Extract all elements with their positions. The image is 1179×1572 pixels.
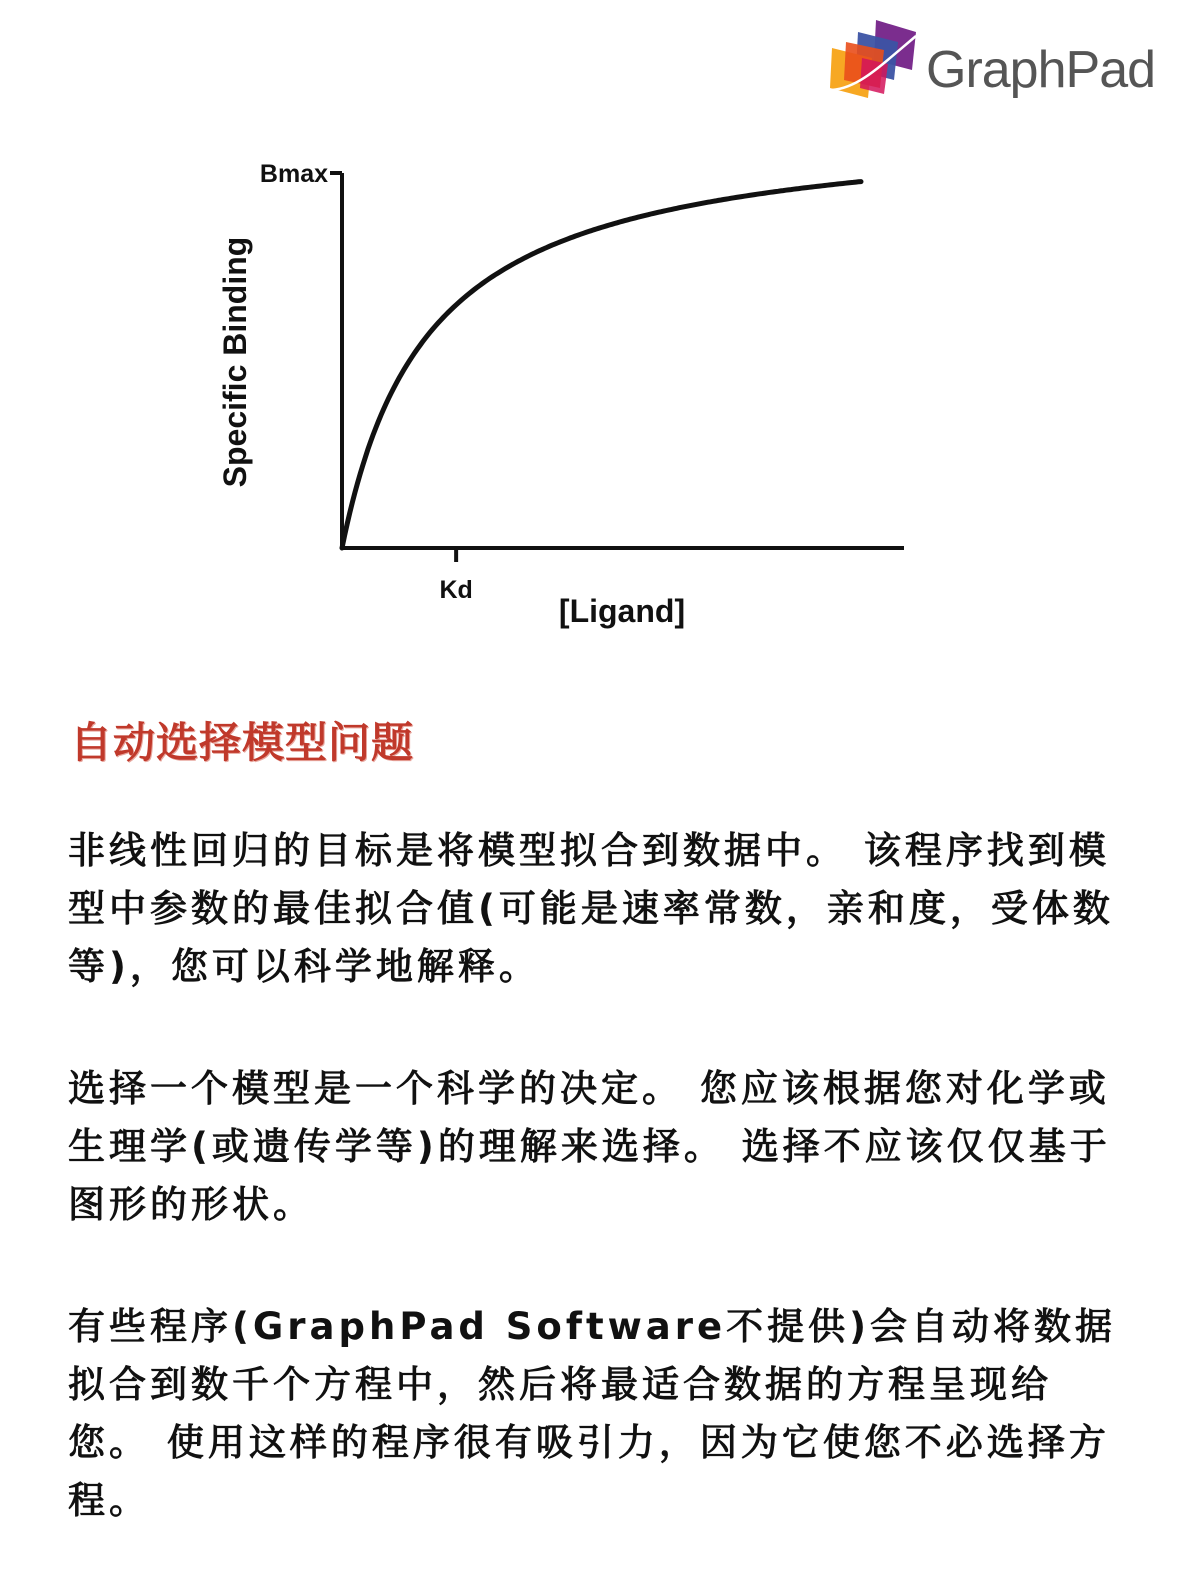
chart-axes: [330, 173, 904, 562]
x-axis-label: [Ligand]: [558, 593, 686, 629]
y-axis-label: Specific Binding: [217, 236, 253, 488]
binding-curve-chart: [0, 140, 1179, 660]
paragraph-3: 有些程序(GraphPad Software不提供)会自动将数据拟合到数千个方程中，然后将最适合数据的方程呈现给您。 使用这样的程序很有吸引力，因为它使您不必选择方程。: [68, 1305, 1117, 1522]
x-tick-label-kd: Kd: [439, 576, 473, 604]
graphpad-logo-mark-icon: [828, 18, 920, 110]
section-title: 自动选择模型问题: [70, 718, 415, 767]
graphpad-logo: [828, 18, 1168, 110]
paragraph-2: 选择一个模型是一个科学的决定。 您应该根据您对化学或生理学(或遗传学等)的理解来选择。 选择不应该仅仅基于图形的形状。: [68, 1067, 1111, 1226]
paragraph-1: 非线性回归的目标是将模型拟合到数据中。 该程序找到模型中参数的最佳拟合值(可能是速率常数，亲和度，受体数等)，您可以科学地解释。: [68, 829, 1114, 988]
chart-tick-labels: [260, 160, 473, 604]
graphpad-logo-text: GraphPad: [926, 41, 1156, 99]
binding-curve-line: [342, 182, 861, 548]
y-tick-label-bmax: Bmax: [259, 160, 328, 188]
